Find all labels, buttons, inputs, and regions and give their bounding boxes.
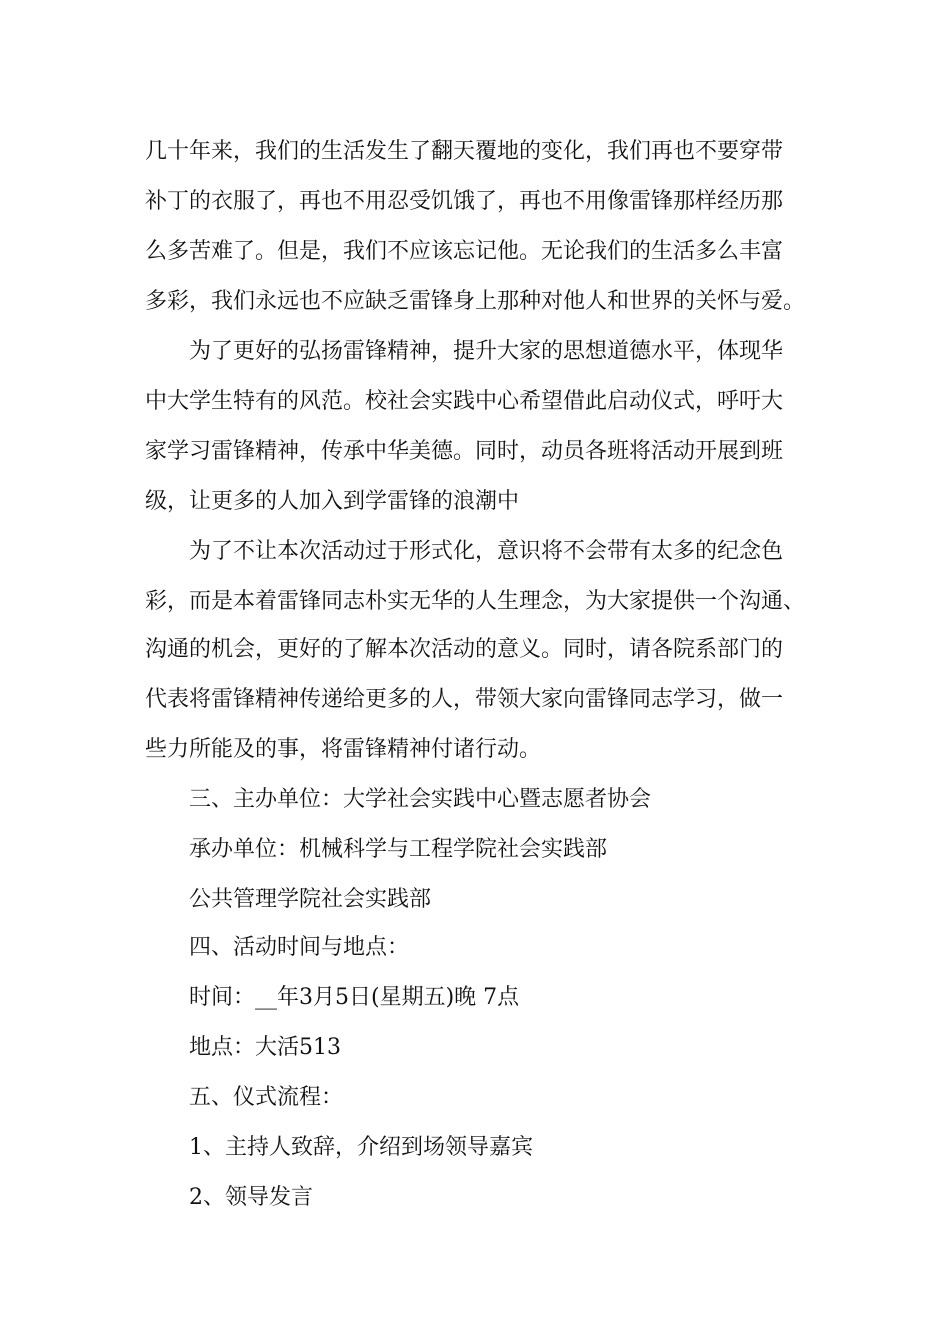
paragraph-2-line-2: 中大学生特有的风范。校社会实践中心希望借此启动仪式，呼吁大 — [145, 389, 784, 414]
time-place-heading: 四、活动时间与地点： — [189, 935, 410, 960]
process-step-1: 1、主持人致辞，介绍到场领导嘉宾 — [189, 1135, 533, 1160]
co-organizer-2-line: 公共管理学院社会实践部 — [189, 887, 432, 912]
time-line: 时间：__年3月5日(星期五)晚 7点 — [189, 985, 520, 1010]
paragraph-2-line-3: 家学习雷锋精神，传承中华美德。同时，动员各班将活动开展到班 — [145, 439, 784, 464]
process-step-2: 2、领导发言 — [189, 1185, 313, 1210]
paragraph-3-line-1: 为了不让本次活动过于形式化，意识将不会带有太多的纪念色 — [189, 539, 784, 564]
organizer-line: 三、主办单位：大学社会实践中心暨志愿者协会 — [189, 787, 652, 812]
paragraph-2-line-4: 级，让更多的人加入到学雷锋的浪潮中 — [145, 489, 520, 514]
paragraph-3-line-2: 彩，而是本着雷锋同志朴实无华的人生理念，为大家提供一个沟通、 — [145, 589, 806, 614]
paragraph-3-line-3: 沟通的机会，更好的了解本次活动的意义。同时，请各院系部门的 — [145, 637, 784, 662]
co-organizer-line: 承办单位：机械科学与工程学院社会实践部 — [189, 837, 608, 862]
paragraph-1-line-1: 几十年来，我们的生活发生了翻天覆地的变化，我们再也不要穿带 — [145, 139, 784, 164]
paragraph-1-line-2: 补丁的衣服了，再也不用忍受饥饿了，再也不用像雷锋那样经历那 — [145, 189, 784, 214]
place-line: 地点：大活513 — [189, 1035, 341, 1060]
paragraph-3-line-4: 代表将雷锋精神传递给更多的人，带领大家向雷锋同志学习，做一 — [145, 687, 784, 712]
paragraph-1-line-4: 多彩，我们永远也不应缺乏雷锋身上那种对他人和世界的关怀与爱。 — [145, 289, 806, 314]
paragraph-3-line-5: 些力所能及的事，将雷锋精神付诸行动。 — [145, 737, 542, 762]
paragraph-2-line-1: 为了更好的弘扬雷锋精神，提升大家的思想道德水平，体现华 — [189, 339, 784, 364]
process-heading: 五、仪式流程： — [189, 1085, 344, 1110]
paragraph-1-line-3: 么多苦难了。但是，我们不应该忘记他。无论我们的生活多么丰富 — [145, 239, 784, 264]
